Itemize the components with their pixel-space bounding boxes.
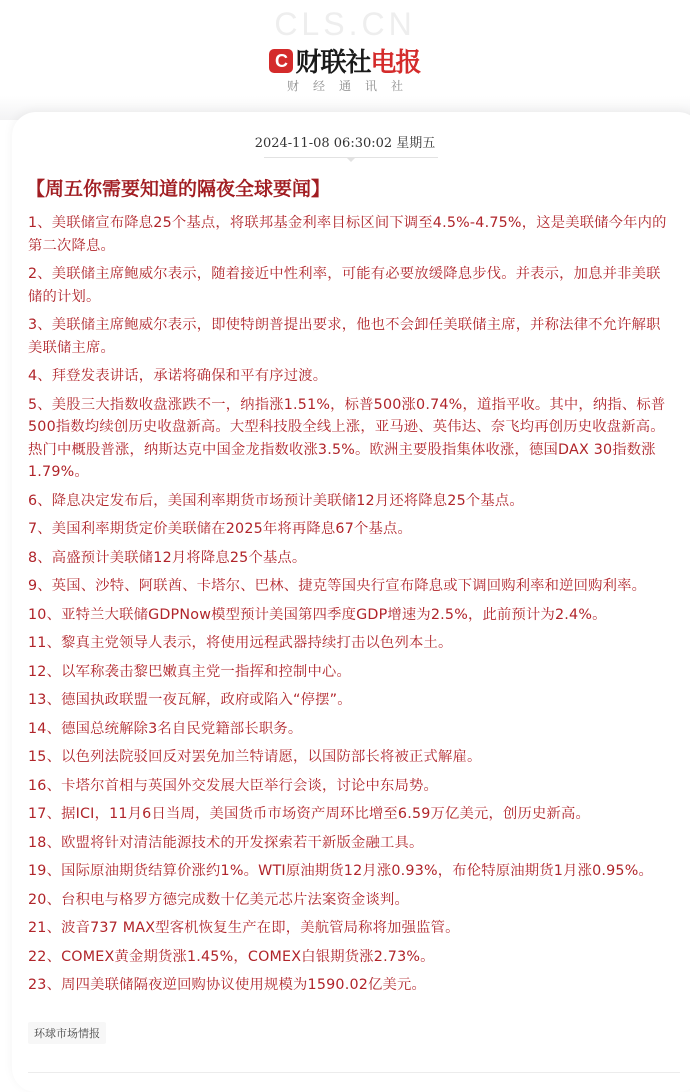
news-item: 9、英国、沙特、阿联酋、卡塔尔、巴林、捷克等国央行宣布降息或下调回购利率和逆回购利率。 (28, 578, 647, 594)
news-item: 7、美国利率期货定价美联储在2025年将再降息67个基点。 (28, 521, 413, 537)
news-list (28, 212, 674, 1003)
news-item: 18、欧盟将针对清洁能源技术的开发探索若干新版金融工具。 (28, 834, 424, 851)
news-item: 20、台积电与格罗方德完成数十亿美元芯片法案资金谈判。 (28, 891, 410, 908)
news-item: 12、以军称袭击黎巴嫩真主党一指挥和控制中心。 (28, 663, 352, 680)
brand-name: 财联社 (295, 48, 371, 78)
news-item: 11、黎真主党领导人表示，将使用远程武器持续打击以色列本土。 (28, 635, 453, 651)
brand-subtitle: 财经通讯社 (286, 79, 417, 93)
topic-tag[interactable]: 环球市场情报 (28, 1022, 106, 1044)
news-item: 13、德国执政联盟一夜瓦解，政府或陷入“停摆”。 (28, 692, 352, 708)
news-item: 8、高盛预计美联储12月将降息25个基点。 (28, 549, 307, 566)
article-headline: 【周五你需要知道的隔夜全球要闻】 (26, 178, 331, 200)
cls-logo-icon: C (269, 49, 293, 73)
news-item: 19、国际原油期货结算价涨约1%。WTI原油期货12月涨0.93%，布伦特原油期货1月涨0.95%。 (28, 863, 653, 879)
news-item: 3、美联储主席鲍威尔表示，即使特朗普提出要求，他也不会卸任美联储主席，并称法律不允许解职美联储主席。 (28, 317, 661, 356)
brand-telegraph: 电报 (370, 48, 421, 78)
news-item: 21、波音737 MAX型客机恢复生产在即，美航管局称将加强监管。 (28, 920, 460, 936)
divider (28, 1072, 680, 1073)
news-item: 15、以色列法院驳回反对罢免加兰特请愿，以国防部长将被正式解雇。 (28, 749, 482, 765)
news-item: 10、亚特兰大联储GDPNow模型预计美国第四季度GDP增速为2.5%，此前预计为2.4%。 (28, 606, 607, 623)
news-item: 1、美联储宣布降息25个基点，将联邦基金利率目标区间下调至4.5%-4.75%，这是美联储今年内的第二次降息。 (28, 215, 667, 254)
news-item: 22、COMEX黄金期货涨1.45%，COMEX白银期货涨2.73%。 (28, 948, 435, 965)
brand-logo (0, 42, 690, 79)
news-item: 16、卡塔尔首相与英国外交发展大臣举行会谈，讨论中东局势。 (28, 777, 439, 794)
news-item: 5、美股三大指数收盘涨跌不一，纳指涨1.51%，标普500涨0.74%，道指平收。其中，纳指、标普500指数均续创历史收盘新高。大型科技股全线上涨，亚马逊、英伟达、奈飞均再创历史收盘新高。热门中概股普涨，纳斯达克中国金龙指数收涨3.5%。欧洲主要股指集体收涨，德国DAX 30指数涨1.79%。 (28, 396, 666, 480)
news-item: 2、美联储主席鲍威尔表示，随着接近中性利率，可能有必要放缓降息步伐。并表示，加息并非美联储的计划。 (28, 266, 661, 305)
news-item: 17、据ICI，11月6日当周，美国货币市场资产周环比增至6.59万亿美元，创历史新高。 (28, 806, 591, 822)
watermark: CLS.CN (274, 6, 416, 42)
caret-down-icon (346, 157, 356, 162)
news-item: 6、降息决定发布后，美国利率期货市场预计美联储12月还将降息25个基点。 (28, 492, 524, 509)
news-item: 4、拜登发表讲话，承诺将确保和平有序过渡。 (28, 368, 328, 384)
article-datetime: 2024-11-08 06:30:02 星期五 (254, 136, 436, 151)
news-item: 23、周四美联储隔夜逆回购协议使用规模为1590.02亿美元。 (28, 977, 427, 993)
news-item: 14、德国总统解除3名自民党籍部长职务。 (28, 720, 303, 737)
